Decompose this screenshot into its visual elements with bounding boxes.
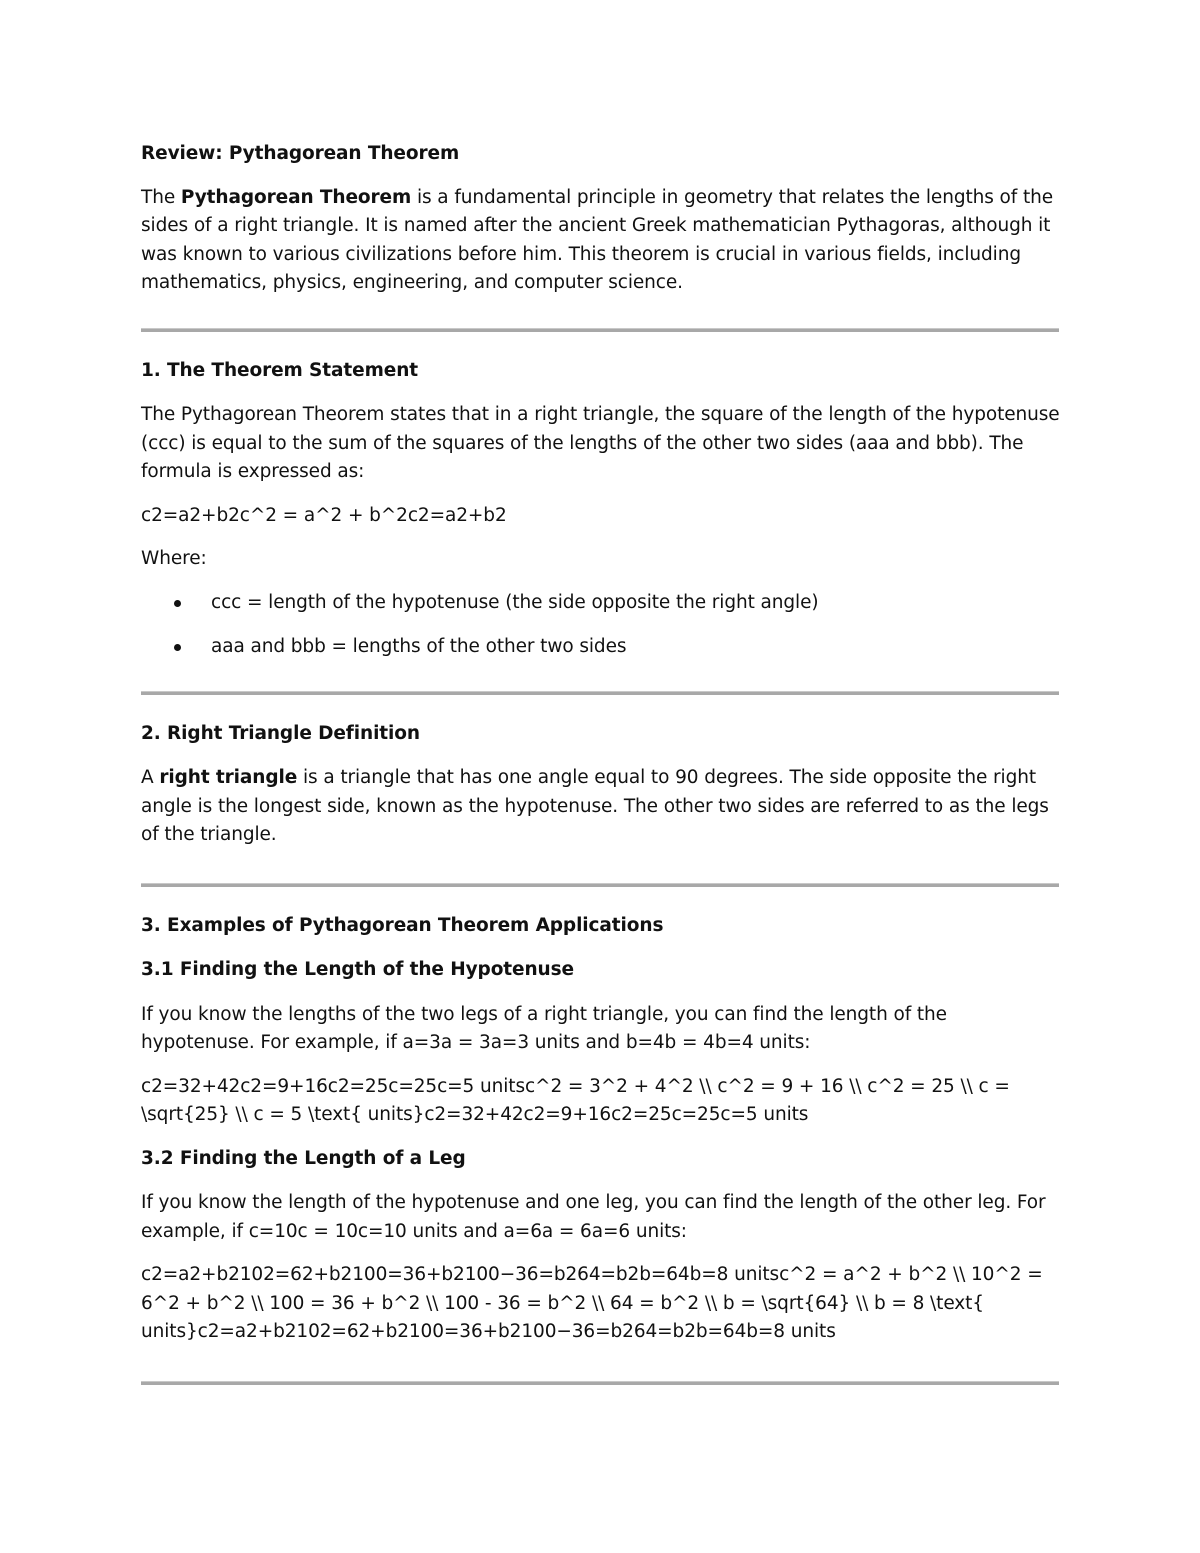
section-divider	[141, 328, 1059, 332]
section-divider	[141, 883, 1059, 887]
section2-bold-term: right triangle	[159, 767, 298, 788]
section-divider	[141, 1381, 1059, 1385]
intro-prefix: The	[141, 186, 181, 208]
list-item: ccc = length of the hypotenuse (the side opposite the right angle)	[141, 589, 1061, 618]
list-item: aaa and bbb = lengths of the other two sides	[141, 633, 1061, 662]
section3-heading: 3. Examples of Pythagorean Theorem Applications	[141, 914, 664, 936]
bullet-icon	[174, 644, 181, 651]
definition-list	[141, 589, 1061, 662]
section2-heading: 2. Right Triangle Definition	[141, 722, 420, 744]
document-page	[141, 140, 1061, 1385]
section3-1-formula: c2=32+42c2=9+16c2=25c=25c=5 unitsc^2 = 3^2 + 4^2 \\ c^2 = 9 + 16 \\ c^2 = 25 \\ c = \sqrt{25} \\ c = 5 \text{ units}c2=32+42c2=9+16c2=25c=25c=5 units	[141, 1075, 1010, 1125]
bullet-icon	[174, 600, 181, 607]
section2-paragraph: A right triangle is a triangle that has one angle equal to 90 degrees. The side opposite the right angle is the longest side, known as the hypotenuse. The other two sides are referred to as the legs of the triangle.	[141, 767, 1049, 845]
section1-formula: c2=a2+b2c^2 = a^2 + b^2c2=a2+b2	[141, 504, 507, 526]
section3-2-heading: 3.2 Finding the Length of a Leg	[141, 1147, 466, 1169]
section3-2-paragraph: If you know the length of the hypotenuse and one leg, you can find the length of the other leg. For example, if c=10c = 10c=10 units and a=6a = 6a=6 units:	[141, 1192, 1046, 1242]
section1-where: Where:	[141, 548, 207, 569]
section1-heading: 1. The Theorem Statement	[141, 359, 419, 381]
intro-bold-term: Pythagorean Theorem	[180, 186, 412, 208]
intro-suffix: is a fundamental principle in geometry that relates the lengths of the sides of a right triangle. It is named after the ancient Greek mathematician Pythagoras, although it was known to various civilizations before him. This theorem is crucial in various fields, including mathematics, physics, engineering, and computer science.	[141, 186, 1054, 293]
section-divider	[141, 691, 1059, 695]
section3-2-formula: c2=a2+b2102=62+b2100=36+b2100−36=b264=b2b=64b=8 unitsc^2 = a^2 + b^2 \\ 10^2 = 6^2 + b^2 \\ 100 = 36 + b^2 \\ 100 - 36 = b^2 \\ 64 = b^2 \\ b = \sqrt{64} \\ b = 8 \text{ units}c2=a2+b2102=62+b2100=36+b2100−36=b264=b2b=64b=8 units	[141, 1264, 1043, 1342]
intro-paragraph	[141, 184, 1061, 298]
section3-1-paragraph: If you know the lengths of the two legs of a right triangle, you can find the length of the hypotenuse. For example, if a=3a = 3a=3 units and b=4b = 4b=4 units:	[141, 1003, 947, 1053]
section1-paragraph: The Pythagorean Theorem states that in a right triangle, the square of the length of the hypotenuse (ccc) is equal to the sum of the squares of the lengths of the other two sides (aaa and bbb). The formula is expressed as:	[141, 404, 1060, 482]
page-title: Review: Pythagorean Theorem	[141, 143, 460, 164]
section3-1-heading: 3.1 Finding the Length of the Hypotenuse	[141, 959, 574, 980]
